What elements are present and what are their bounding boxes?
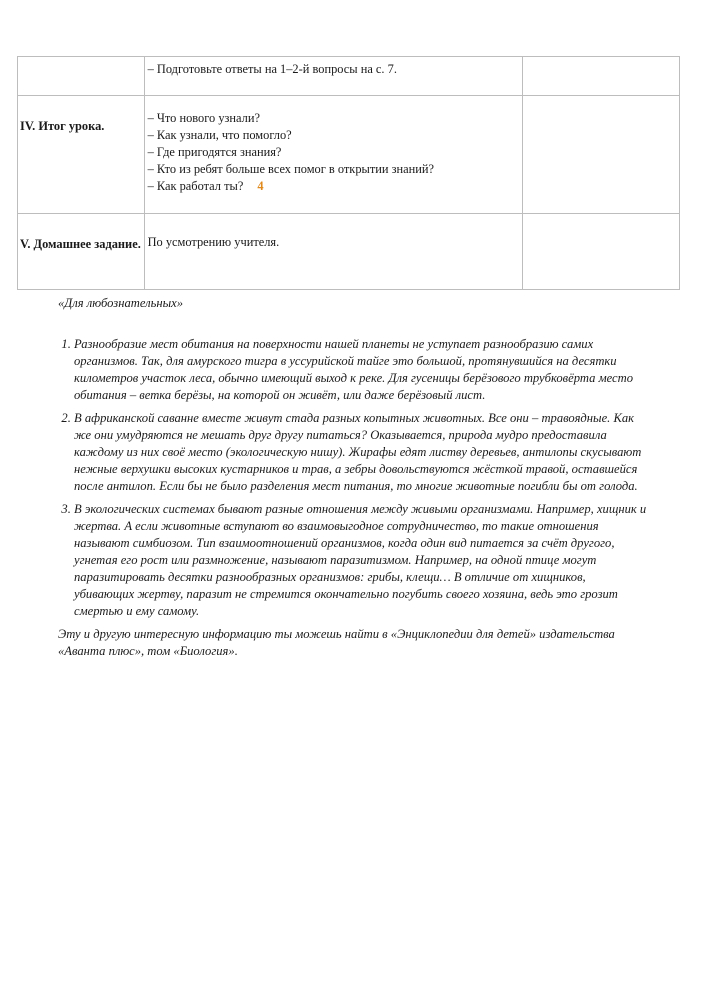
stage-label: V. Домашнее задание. [20,237,141,251]
content-line: – Где пригодятся знания? [147,145,282,159]
content-line: По усмотрению учителя. [147,235,280,249]
stage-cell [18,214,145,290]
list-item: 2. В африканской саванне вместе живут стада разных копытных животных. Все они – травоядные. Как же они умудряются не мешать друг другу питаться? Оказывается, природа мудро предоставила каждому из них своё место (экологическую нишу). Жирафы едят листву деревьев, антилопы скусывают нежные верхушки высоких кустарников и трав, а зебры довольствуются жёсткой травой, оставшейся после антилоп. Если бы не было разделения мест питания, то многие животные погибли бы от голода. [74,410,648,495]
notes-cell [523,96,680,214]
table-row [18,96,680,214]
stage-label: IV. Итог урока. [20,119,105,133]
lesson-table [17,56,680,290]
stage-cell [18,57,145,96]
content-cell [144,214,522,290]
stage-cell [18,96,145,214]
content-cell [144,96,522,214]
notes-cell [523,57,680,96]
closing-paragraph: Эту и другую интересную информацию ты можешь найти в «Энциклопедии для детей» издательства «Аванта плюс», том «Биология». [58,627,615,658]
curious-section [58,295,648,660]
content-cell [144,57,522,96]
content-line: – Как узнали, что помогло? [147,128,292,142]
content-line: – Что нового узнали? [147,111,260,125]
notes-cell [523,214,680,290]
list-item: 3. В экологических системах бывают разные отношения между живыми организмами. Например, хищник и жертва. А если животные вступают во взаимовыгодное сотрудничество, то такие отношения называют симбиозом. Тип взаимоотношений организмов, когда один вид питается за счёт другого, угнетая его рост или размножение, называют паразитизмом. Например, на одной птице могут паразитировать десятки разнообразных организмов: грибы, клещи… В отличие от хищников, убивающих жертву, паразит не стремится окончательно погубить своего хозяина, ведь это грозит смертью и ему самому. [74,501,648,620]
content-line: – Подготовьте ответы на 1–2-й вопросы на с. 7. [147,62,397,76]
content-line: – Как работал ты? [147,179,244,193]
facts-list [58,336,648,620]
page-marker-badge: 4 [257,179,264,193]
content-line: – Кто из ребят больше всех помог в открытии знаний? [147,162,435,176]
table-row [18,214,680,290]
section-title: «Для любознательных» [58,296,184,310]
list-item: 1. Разнообразие мест обитания на поверхности нашей планеты не уступает разнообразию самих организмов. Так, для амурского тигра в уссурийской тайге это большой, протянувшийся на десятки километров участок леса, обычно имеющий выход к реке. Для гусеницы берёзового трубковёрта место обитания – ветка берёзы, на которой он живёт, или даже берёзовый лист. [74,336,648,404]
table-row [18,57,680,96]
